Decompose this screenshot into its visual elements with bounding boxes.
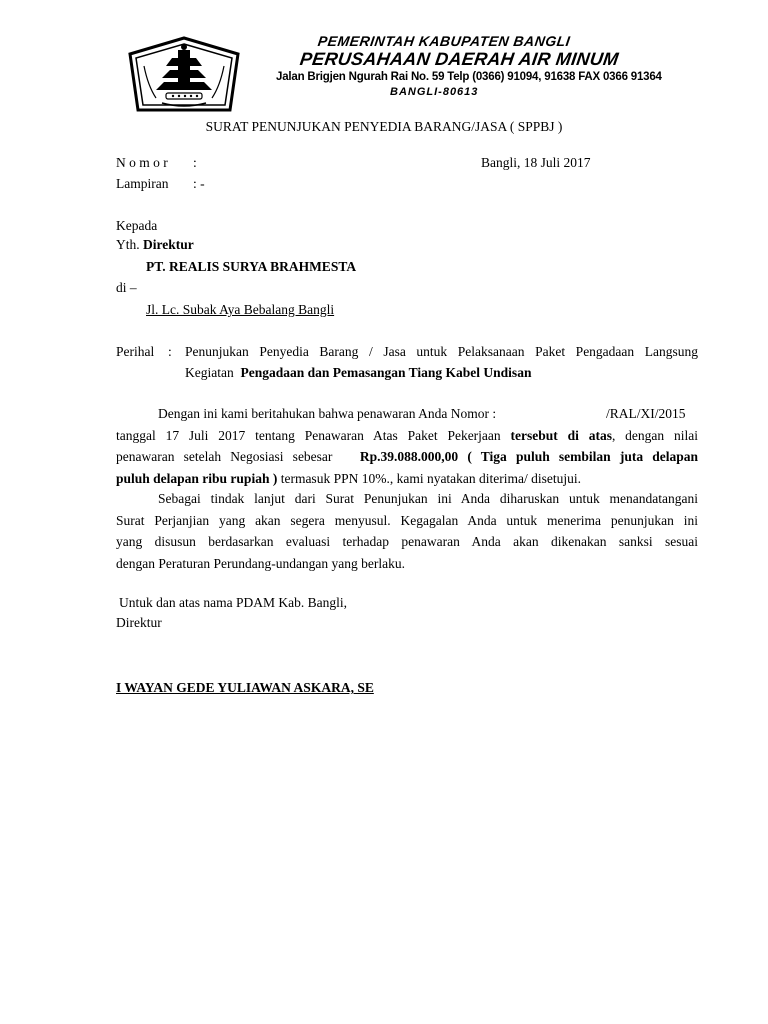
p1-line1-number: /RAL/XI/2015	[606, 406, 686, 421]
recipient-title	[116, 236, 194, 254]
perihal-kegiatan-label: Kegiatan	[185, 365, 234, 380]
p2-line4: dengan Peraturan Perundang-undangan yang berlaku.	[116, 555, 406, 571]
p2-line2: Surat Perjanjian yang akan segera menyusul. Kegagalan Anda untuk menerima penunjukan ini	[116, 512, 698, 528]
perihal-separator: :	[168, 344, 172, 359]
di-label: di –	[116, 280, 137, 295]
p1-line1	[116, 403, 698, 425]
perihal-line2	[185, 364, 531, 382]
perihal-line1: Penunjukan Penyedia Barang / Jasa untuk Pelaksanaan Paket Pengadaan Langsung	[185, 344, 698, 359]
p1-line4-amount: puluh delapan ribu rupiah )	[116, 470, 278, 486]
recipient-company: PT. REALIS SURYA BRAHMESTA	[146, 259, 357, 274]
p1-line3-text: penawaran setelah Negosiasi sebesar	[116, 449, 333, 464]
letterhead-address: Jalan Brigjen Ngurah Rai No. 59 Telp (0366) 91094, 91638 FAX 0366 91364	[276, 71, 662, 83]
p1-line4-text: termasuk PPN 10%., kami nyatakan diterima/ disetujui.	[280, 470, 582, 486]
letterhead-city: BANGLI-80613	[390, 86, 479, 98]
closing-position: Direktur	[116, 615, 162, 630]
closing-line1: Untuk dan atas nama PDAM Kab. Bangli,	[119, 595, 347, 610]
letterhead-government: PEMERINTAH KABUPATEN BANGLI	[316, 33, 572, 49]
letterhead-company: PERUSAHAAN DAERAH AIR MINUM	[298, 49, 620, 69]
p1-line3-amount: Rp.39.088.000,00 ( Tiga puluh sembilan juta delapan	[359, 449, 699, 464]
nomor-label: N o m o r	[116, 155, 168, 170]
p1-line1-text: Dengan ini kami beritahukan bahwa penawaran Anda Nomor :	[158, 406, 497, 421]
recipient-address: Jl. Lc. Subak Aya Bebalang Bangli	[146, 302, 335, 317]
letter-date: Bangli, 18 Juli 2017	[481, 155, 591, 170]
p2-line1: Sebagai tindak lanjut dari Surat Penunjukan ini Anda diharuskan untuk menandatangani	[158, 491, 698, 506]
kepada-label: Kepada	[116, 218, 158, 233]
p1-line3	[116, 446, 698, 468]
perihal-label: Perihal	[116, 344, 155, 359]
p1-line2	[116, 425, 698, 447]
p1-line2-bold: tersebut di atas	[510, 427, 612, 443]
nomor-separator: :	[193, 155, 197, 170]
lampiran-value: : -	[193, 176, 205, 191]
lampiran-label: Lampiran	[116, 176, 169, 191]
p1-line4	[116, 468, 698, 490]
body-paragraph-2	[116, 488, 698, 574]
body-paragraph-1	[116, 403, 698, 489]
p1-line2-tail: , dengan nilai	[611, 427, 698, 443]
perihal-kegiatan-name: Pengadaan dan Pemasangan Tiang Kabel Undisan	[240, 365, 532, 380]
signatory-name: I WAYAN GEDE YULIAWAN ASKARA, SE	[116, 680, 374, 695]
p1-line2-text: tanggal 17 Juli 2017 tentang Penawaran Atas Paket Pekerjaan	[116, 427, 501, 443]
yth-label: Yth.	[116, 237, 140, 252]
document-title: SURAT PENUNJUKAN PENYEDIA BARANG/JASA ( SPPBJ )	[205, 119, 563, 134]
recipient-position: Direktur	[143, 237, 194, 252]
p2-line3: yang disusun berdasarkan evaluasi terhadap penawaran Anda akan dikenakan sanksi sesuai	[116, 534, 698, 549]
regency-seal-icon	[126, 36, 242, 118]
